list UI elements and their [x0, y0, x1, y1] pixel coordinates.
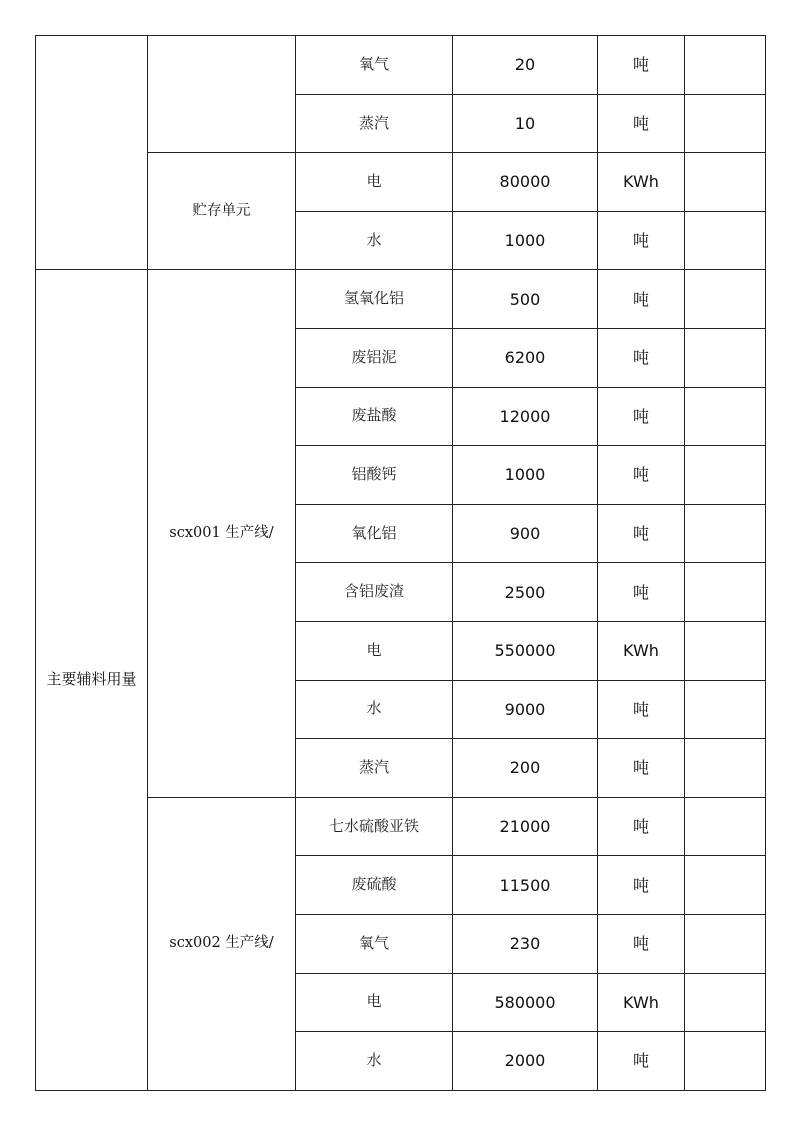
- amount-cell: 900: [453, 504, 598, 563]
- unit-cell: 吨: [598, 387, 685, 446]
- item-cell: 氧气: [296, 36, 453, 95]
- note-cell: [685, 739, 766, 798]
- amount-cell: 6200: [453, 328, 598, 387]
- unit-cell: 吨: [598, 328, 685, 387]
- unit-cell: 吨: [598, 446, 685, 505]
- note-cell: [685, 680, 766, 739]
- item-cell: 废铝泥: [296, 328, 453, 387]
- auxiliary-materials-table: [35, 35, 766, 1091]
- item-cell: 废盐酸: [296, 387, 453, 446]
- amount-cell: 1000: [453, 446, 598, 505]
- amount-cell: 12000: [453, 387, 598, 446]
- note-cell: [685, 563, 766, 622]
- amount-cell: 2000: [453, 1032, 598, 1091]
- item-cell: 七水硫酸亚铁: [296, 797, 453, 856]
- amount-cell: 580000: [453, 973, 598, 1032]
- unit-cell: 吨: [598, 270, 685, 329]
- note-cell: [685, 1032, 766, 1091]
- note-cell: [685, 973, 766, 1032]
- unit-cell: 吨: [598, 504, 685, 563]
- unit-cell: 吨: [598, 36, 685, 95]
- unit-cell: 吨: [598, 739, 685, 798]
- unit-cell: 吨: [598, 211, 685, 270]
- unit-cell: 吨: [598, 914, 685, 973]
- amount-cell: 80000: [453, 153, 598, 212]
- amount-cell: 200: [453, 739, 598, 798]
- unit-cell: 吨: [598, 680, 685, 739]
- note-cell: [685, 504, 766, 563]
- item-cell: 含铝废渣: [296, 563, 453, 622]
- item-cell: 氧气: [296, 914, 453, 973]
- item-cell: 水: [296, 1032, 453, 1091]
- unit-cell: KWh: [598, 973, 685, 1032]
- unit-cell: 吨: [598, 1032, 685, 1091]
- note-cell: [685, 446, 766, 505]
- note-cell: [685, 856, 766, 915]
- amount-cell: 1000: [453, 211, 598, 270]
- item-cell: 蒸汽: [296, 739, 453, 798]
- group-cell: scx001 生产线/: [148, 270, 296, 797]
- item-cell: 氧化铝: [296, 504, 453, 563]
- unit-cell: 吨: [598, 563, 685, 622]
- item-cell: 电: [296, 621, 453, 680]
- table-row: [36, 36, 766, 95]
- amount-cell: 21000: [453, 797, 598, 856]
- table-row: [36, 270, 766, 329]
- note-cell: [685, 270, 766, 329]
- note-cell: [685, 797, 766, 856]
- note-cell: [685, 36, 766, 95]
- note-cell: [685, 153, 766, 212]
- amount-cell: 10: [453, 94, 598, 153]
- note-cell: [685, 211, 766, 270]
- note-cell: [685, 621, 766, 680]
- item-cell: 废硫酸: [296, 856, 453, 915]
- amount-cell: 20: [453, 36, 598, 95]
- unit-cell: KWh: [598, 153, 685, 212]
- note-cell: [685, 328, 766, 387]
- amount-cell: 500: [453, 270, 598, 329]
- group-cell: scx002 生产线/: [148, 797, 296, 1090]
- note-cell: [685, 94, 766, 153]
- item-cell: 铝酸钙: [296, 446, 453, 505]
- amount-cell: 11500: [453, 856, 598, 915]
- category-cell-continued: [36, 36, 148, 270]
- unit-cell: 吨: [598, 856, 685, 915]
- item-cell: 水: [296, 680, 453, 739]
- unit-cell: 吨: [598, 797, 685, 856]
- note-cell: [685, 387, 766, 446]
- item-cell: 氢氧化铝: [296, 270, 453, 329]
- note-cell: [685, 914, 766, 973]
- amount-cell: 230: [453, 914, 598, 973]
- group-cell: [148, 36, 296, 153]
- item-cell: 电: [296, 153, 453, 212]
- amount-cell: 550000: [453, 621, 598, 680]
- amount-cell: 2500: [453, 563, 598, 622]
- group-cell: 贮存单元: [148, 153, 296, 270]
- item-cell: 水: [296, 211, 453, 270]
- unit-cell: KWh: [598, 621, 685, 680]
- item-cell: 蒸汽: [296, 94, 453, 153]
- unit-cell: 吨: [598, 94, 685, 153]
- category-cell: 主要辅料用量: [36, 270, 148, 1090]
- item-cell: 电: [296, 973, 453, 1032]
- amount-cell: 9000: [453, 680, 598, 739]
